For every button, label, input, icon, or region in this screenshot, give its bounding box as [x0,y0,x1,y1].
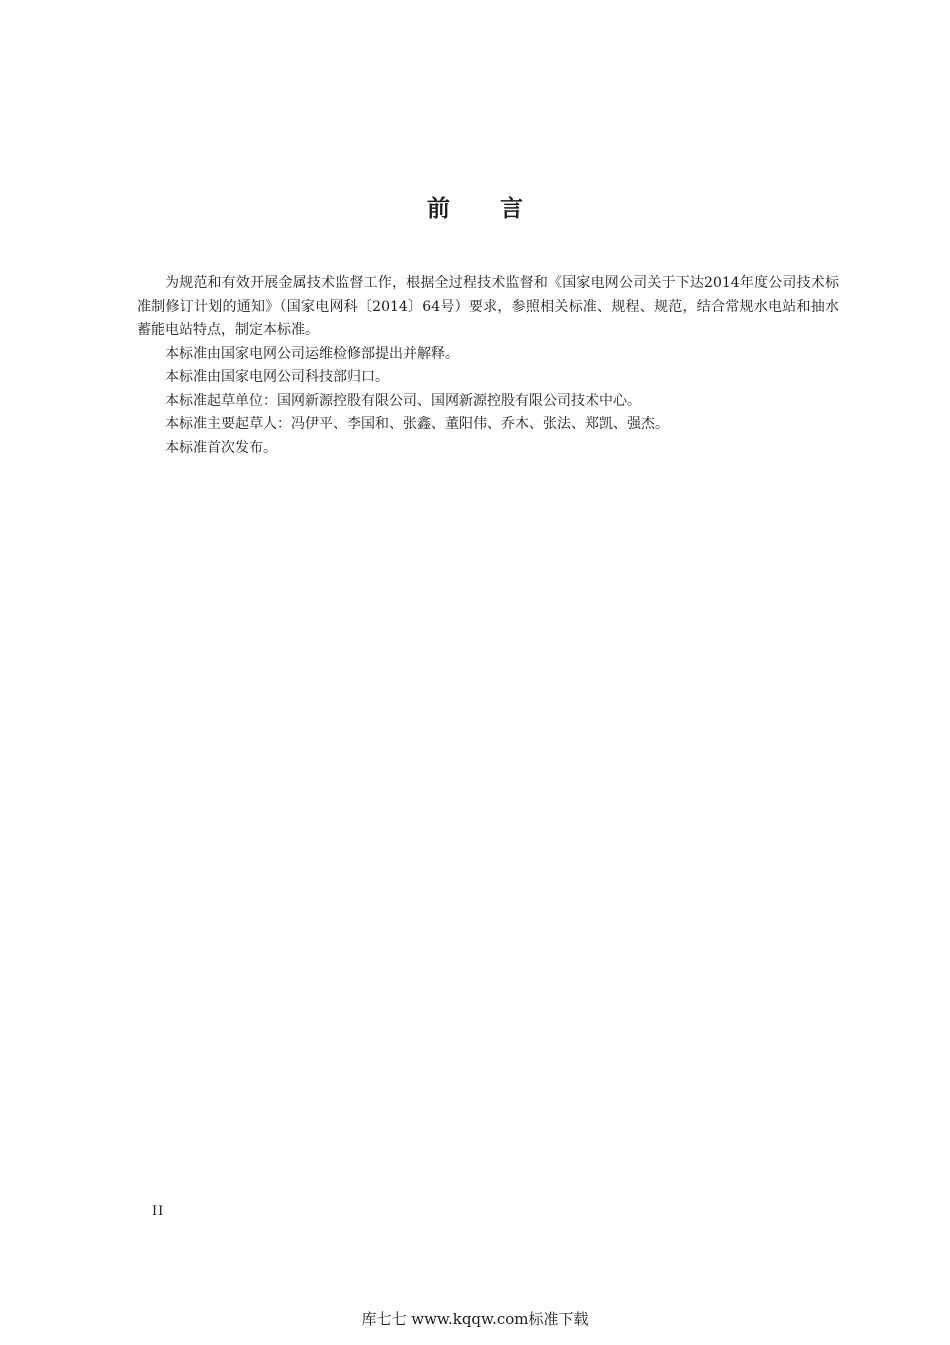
page-number: II [152,1204,165,1219]
paragraph-purpose: 为规范和有效开展金属技术监督工作，根据全过程技术监督和《国家电网公司关于下达2014年度公司技术标准制修订计划的通知》（国家电网科〔2014〕64号）要求，参照相关标准、规程、规范，结合常规水电站和抽水蓄能电站特点，制定本标准。 [137,275,839,338]
page-title: 前言 [427,196,573,222]
paragraph-proposer: 本标准由国家电网公司运维检修部提出并解释。 [165,345,459,362]
paragraph-first-release: 本标准首次发布。 [165,439,277,456]
paragraph-administrator: 本标准由国家电网公司科技部归口。 [165,369,389,385]
paragraph-drafters: 本标准主要起草人：冯伊平、李国和、张鑫、董阳伟、乔木、张法、郑凯、强杰。 [165,416,669,432]
paragraph-drafting-units: 本标准起草单位：国网新源控股有限公司、国网新源控股有限公司技术中心。 [165,392,641,409]
preface-body [137,272,839,460]
footer-watermark: 库七七 www.kqqw.com标准下载 [361,1310,589,1328]
